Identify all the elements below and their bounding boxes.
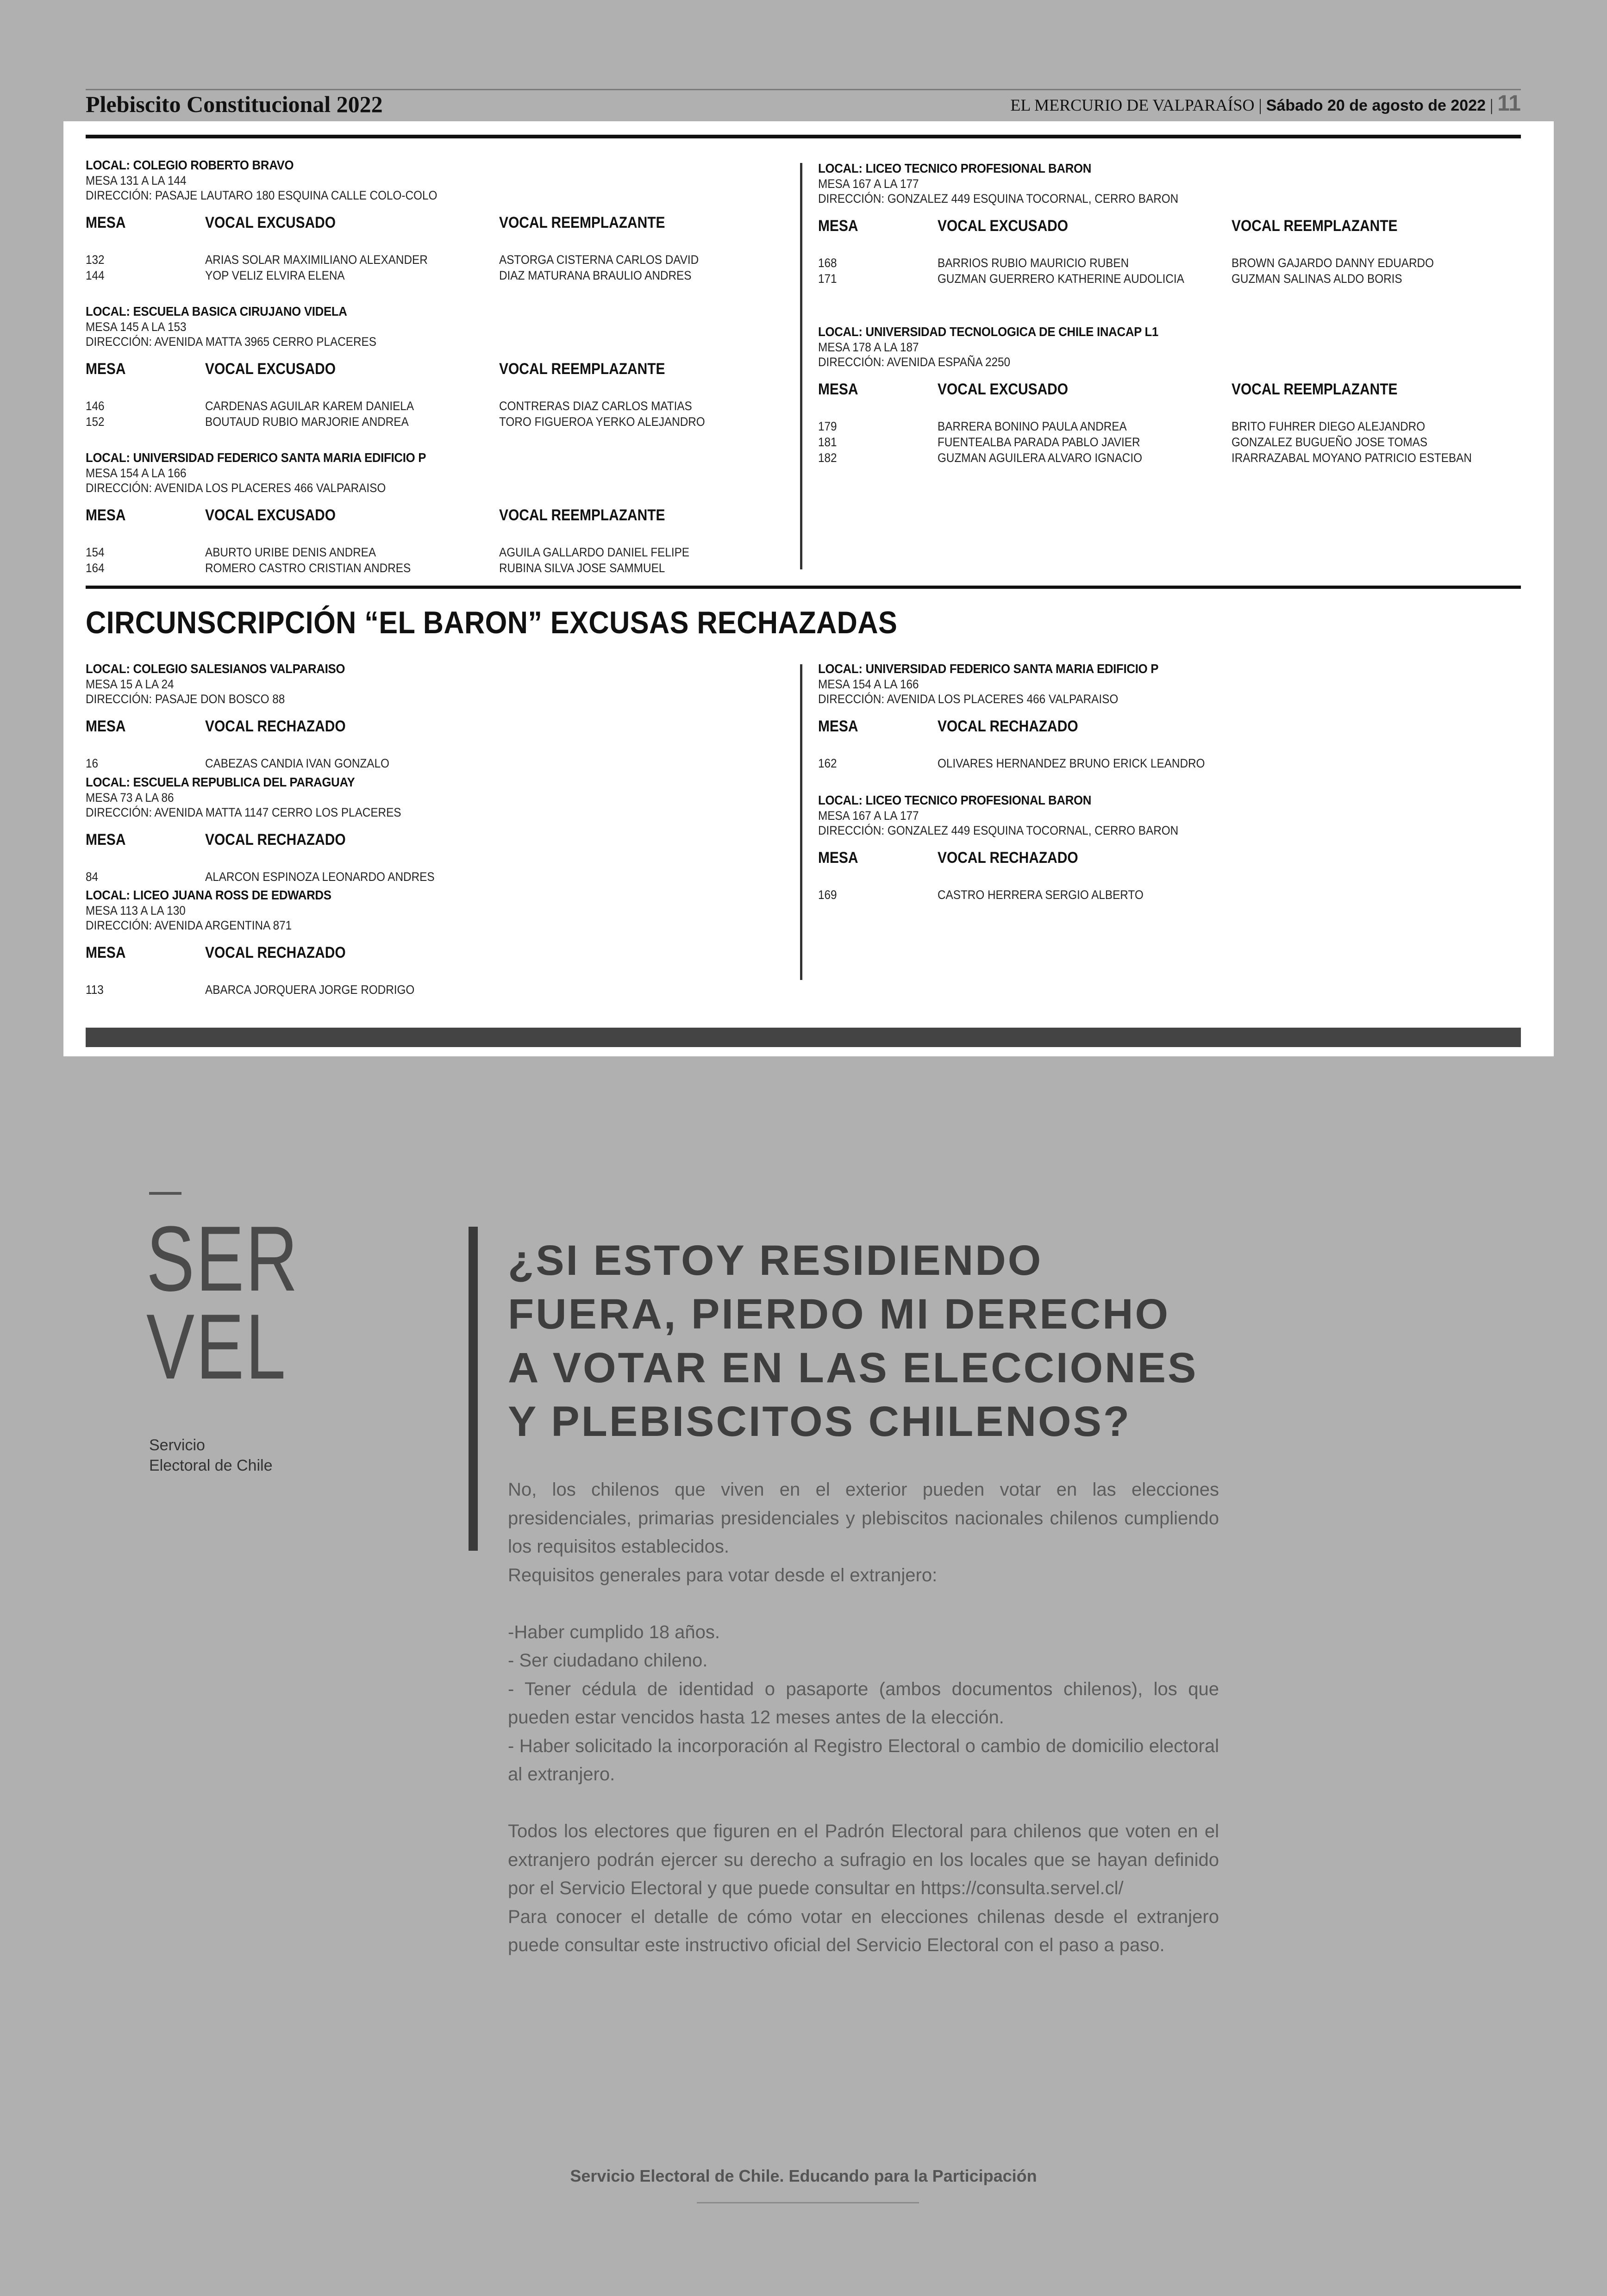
mesa-number: 16 xyxy=(86,756,99,770)
vocal-name: ARIAS SOLAR MAXIMILIANO ALEXANDER xyxy=(205,253,428,267)
answer-paragraph: - Tener cédula de identidad o pasaporte (ambos documentos chilenos), los que pueden estar vencidos hasta 12 meses antes de la elección. xyxy=(508,1678,1219,1728)
address: DIRECCIÓN: AVENIDA ESPAÑA 2250 xyxy=(818,355,1011,369)
table-row xyxy=(86,253,699,268)
vocal-name: ALARCON ESPINOZA LEONARDO ANDRES xyxy=(205,870,435,884)
vocal-name: CARDENAS AGUILAR KAREM DANIELA xyxy=(205,399,414,413)
vocal-list xyxy=(818,756,1205,772)
mesa-range: MESA 167 A LA 177 xyxy=(818,809,919,823)
table-row xyxy=(818,451,1472,467)
logo-subtitle-2: Electoral de Chile xyxy=(149,1457,273,1474)
table-row xyxy=(86,399,692,415)
column-header: VOCAL REEMPLAZANTE xyxy=(499,214,665,231)
column-header: VOCAL REEMPLAZANTE xyxy=(499,506,665,524)
mesa-number: 146 xyxy=(86,399,105,413)
answer-paragraph xyxy=(508,1590,1219,1618)
bottom-bar xyxy=(86,1028,1521,1047)
table-row xyxy=(86,983,415,998)
column-header: VOCAL RECHAZADO xyxy=(205,944,346,961)
column-header: MESA xyxy=(818,849,858,867)
rejected-section-title: CIRCUNSCRIPCIÓN “EL BARON” EXCUSAS RECHAZADAS xyxy=(86,605,898,640)
mesa-number: 182 xyxy=(818,451,837,465)
polling-place xyxy=(818,324,1472,467)
vocal-name: FUENTEALBA PARADA PABLO JAVIER xyxy=(938,435,1140,449)
section-title: Plebiscito Constitucional 2022 xyxy=(86,91,383,117)
address: DIRECCIÓN: AVENIDA LOS PLACERES 466 VALPARAISO xyxy=(86,481,386,495)
column-header: VOCAL RECHAZADO xyxy=(938,849,1078,867)
footer-slogan: Servicio Electoral de Chile. Educando para la Participación xyxy=(570,2166,1037,2185)
mesa-range: MESA 154 A LA 166 xyxy=(86,466,187,480)
column-headers xyxy=(86,360,665,384)
question-accent-bar xyxy=(469,1227,478,1551)
question-title xyxy=(508,1234,1295,1448)
vocal-name: ABURTO URIBE DENIS ANDREA xyxy=(205,545,376,559)
mesa-range: MESA 145 A LA 153 xyxy=(86,320,187,334)
answer-paragraph xyxy=(508,1789,1219,1818)
table-row xyxy=(86,561,665,577)
polling-place xyxy=(818,792,1219,904)
mesa-range: MESA 15 A LA 24 xyxy=(86,677,174,691)
mesa-number: 179 xyxy=(818,419,837,433)
address: DIRECCIÓN: GONZALEZ 449 ESQUINA TOCORNAL, CERRO BARON xyxy=(818,192,1179,206)
vocal-name: IRARRAZABAL MOYANO PATRICIO ESTEBAN xyxy=(1232,451,1472,465)
table-row xyxy=(818,756,1205,772)
vocal-list xyxy=(86,253,699,284)
local-name: LOCAL: LICEO TECNICO PROFESIONAL BARON xyxy=(818,161,1092,175)
vocal-name: GUZMAN GUERRERO KATHERINE AUDOLICIA xyxy=(938,272,1184,286)
column-header: MESA xyxy=(818,718,858,735)
answer-paragraph: - Haber solicitado la incorporación al Registro Electoral o cambio de domicilio electoral al extranjero. xyxy=(508,1735,1219,1784)
table-row xyxy=(86,545,690,561)
polling-place xyxy=(86,304,705,430)
vocal-list xyxy=(818,256,1434,287)
column-header: VOCAL RECHAZADO xyxy=(205,718,346,735)
answer-body xyxy=(508,1476,1219,1960)
header-rule xyxy=(86,89,1521,90)
answer-paragraph: - Ser ciudadano chileno. xyxy=(508,1650,708,1671)
column-divider xyxy=(800,664,802,980)
vocal-name: RUBINA SILVA JOSE SAMMUEL xyxy=(499,561,665,575)
local-name: LOCAL: COLEGIO SALESIANOS VALPARAISO xyxy=(86,661,345,676)
vocal-name: GUZMAN AGUILERA ALVARO IGNACIO xyxy=(938,451,1143,465)
question-line: Y PLEBISCITOS CHILENOS? xyxy=(508,1398,1132,1445)
column-header: VOCAL RECHAZADO xyxy=(938,718,1078,735)
polling-place xyxy=(86,661,389,772)
local-name: LOCAL: LICEO TECNICO PROFESIONAL BARON xyxy=(818,793,1092,807)
local-name: LOCAL: ESCUELA REPUBLICA DEL PARAGUAY xyxy=(86,775,355,789)
column-header: VOCAL EXCUSADO xyxy=(938,381,1069,398)
answer-paragraph: Para conocer el detalle de cómo votar en elecciones chilenas desde el extranjero puede consultar este instructivo oficial del Servicio Electoral con el paso a paso. xyxy=(508,1906,1219,1955)
vocal-name: ABARCA JORQUERA JORGE RODRIGO xyxy=(205,983,415,997)
vocal-name: DIAZ MATURANA BRAULIO ANDRES xyxy=(499,268,692,282)
polling-place xyxy=(86,157,699,284)
table-row xyxy=(818,888,1219,904)
vocal-name: ASTORGA CISTERNA CARLOS DAVID xyxy=(499,253,699,267)
table-row xyxy=(818,435,1428,451)
vocal-list xyxy=(818,888,1219,904)
column-headers xyxy=(86,506,665,530)
mesa-number: 154 xyxy=(86,545,105,559)
vocal-name: CONTRERAS DIAZ CARLOS MATIAS xyxy=(499,399,692,413)
address: DIRECCIÓN: PASAJE LAUTARO 180 ESQUINA CALLE COLO-COLO xyxy=(86,188,438,202)
footer-underline xyxy=(697,2202,919,2203)
address: DIRECCIÓN: GONZALEZ 449 ESQUINA TOCORNAL, CERRO BARON xyxy=(818,824,1179,837)
polling-place xyxy=(818,161,1434,287)
page-number: 11 xyxy=(1497,91,1521,116)
column-header: VOCAL RECHAZADO xyxy=(205,831,346,849)
column-header: MESA xyxy=(86,506,126,524)
address: DIRECCIÓN: AVENIDA MATTA 1147 CERRO LOS PLACERES xyxy=(86,805,401,819)
section-rule xyxy=(86,586,1521,589)
vocal-name: CASTRO HERRERA SERGIO ALBERTO xyxy=(938,888,1144,902)
table-row xyxy=(86,756,389,772)
table-row xyxy=(818,256,1434,272)
mesa-number: 113 xyxy=(86,983,104,997)
header-meta xyxy=(1010,91,1521,116)
column-header: VOCAL EXCUSADO xyxy=(205,214,336,231)
question-line: A VOTAR EN LAS ELECCIONES xyxy=(508,1344,1198,1391)
polling-place xyxy=(818,661,1205,772)
address: DIRECCIÓN: PASAJE DON BOSCO 88 xyxy=(86,692,285,706)
table-row xyxy=(86,870,436,886)
vocal-list xyxy=(818,419,1472,467)
column-header: MESA xyxy=(86,214,126,231)
polling-place xyxy=(86,774,436,886)
mesa-number: 132 xyxy=(86,253,105,267)
column-header: VOCAL REEMPLAZANTE xyxy=(1232,381,1398,398)
top-rule xyxy=(86,135,1521,138)
vocal-name: BARRIOS RUBIO MAURICIO RUBEN xyxy=(938,256,1129,270)
vocal-name: GONZALEZ BUGUEÑO JOSE TOMAS xyxy=(1232,435,1428,449)
question-line: FUERA, PIERDO MI DERECHO xyxy=(508,1291,1170,1338)
vocal-name: BROWN GAJARDO DANNY EDUARDO xyxy=(1232,256,1434,270)
polling-place xyxy=(86,887,415,998)
vocal-list xyxy=(86,399,705,430)
mesa-number: 169 xyxy=(818,888,837,902)
column-headers xyxy=(86,831,436,855)
vocal-name: BARRERA BONINO PAULA ANDREA xyxy=(938,419,1127,433)
vocal-name: YOP VELIZ ELVIRA ELENA xyxy=(205,268,345,282)
column-header: MESA xyxy=(86,718,126,735)
table-row xyxy=(818,272,1402,287)
column-headers xyxy=(86,214,665,238)
mesa-number: 144 xyxy=(86,268,105,282)
mesa-range: MESA 73 A LA 86 xyxy=(86,791,174,805)
mesa-number: 168 xyxy=(818,256,837,270)
mesa-number: 152 xyxy=(86,415,105,429)
column-header: VOCAL EXCUSADO xyxy=(205,506,336,524)
table-row xyxy=(818,419,1426,435)
answer-paragraph: Todos los electores que figuren en el Padrón Electoral para chilenos que voten en el extranjero podrán ejercer su derecho a sufragio en los locales que se hayan definido por el Servicio Electoral y que puede consultar en https://consulta.servel.cl/ xyxy=(508,1821,1219,1898)
vocal-name: BRITO FUHRER DIEGO ALEJANDRO xyxy=(1232,419,1426,433)
local-name: LOCAL: UNIVERSIDAD FEDERICO SANTA MARIA EDIFICIO P xyxy=(818,661,1159,676)
mesa-number: 181 xyxy=(818,435,837,449)
column-header: VOCAL EXCUSADO xyxy=(938,217,1069,235)
local-name: LOCAL: UNIVERSIDAD TECNOLOGICA DE CHILE INACAP L1 xyxy=(818,324,1158,339)
local-name: LOCAL: LICEO JUANA ROSS DE EDWARDS xyxy=(86,888,331,902)
column-headers xyxy=(818,849,1219,873)
local-name: LOCAL: ESCUELA BASICA CIRUJANO VIDELA xyxy=(86,304,347,318)
vocal-name: BOUTAUD RUBIO MARJORIE ANDREA xyxy=(205,415,409,429)
local-name: LOCAL: COLEGIO ROBERTO BRAVO xyxy=(86,158,294,172)
column-headers xyxy=(818,718,1188,742)
vocal-list xyxy=(86,756,389,772)
column-divider xyxy=(800,163,802,569)
column-header: VOCAL REEMPLAZANTE xyxy=(499,360,665,378)
question-line: ¿SI ESTOY RESIDIENDO xyxy=(508,1237,1043,1284)
mesa-number: 171 xyxy=(818,272,837,286)
vocal-name: ROMERO CASTRO CRISTIAN ANDRES xyxy=(205,561,411,575)
address: DIRECCIÓN: AVENIDA MATTA 3965 CERRO PLACERES xyxy=(86,335,376,349)
column-header: VOCAL EXCUSADO xyxy=(205,360,336,378)
local-name: LOCAL: UNIVERSIDAD FEDERICO SANTA MARIA EDIFICIO P xyxy=(86,450,426,465)
answer-paragraph: No, los chilenos que viven en el exterior pueden votar en las elecciones presidenciales, primarias presidenciales y plebiscitos nacionales chilenos cumpliendo los requisitos establecidos. xyxy=(508,1479,1219,1557)
column-header: VOCAL REEMPLAZANTE xyxy=(1232,217,1398,235)
column-header: MESA xyxy=(818,217,858,235)
column-headers xyxy=(818,217,1398,241)
issue-date: Sábado 20 de agosto de 2022 xyxy=(1266,97,1486,114)
vocal-name: OLIVARES HERNANDEZ BRUNO ERICK LEANDRO xyxy=(938,756,1205,770)
column-header: MESA xyxy=(86,360,126,378)
polling-place xyxy=(86,450,690,577)
table-row xyxy=(86,268,692,284)
separator: | xyxy=(1258,96,1266,114)
address: DIRECCIÓN: AVENIDA LOS PLACERES 466 VALPARAISO xyxy=(818,692,1119,706)
servel-logo-line1: SER xyxy=(146,1207,300,1310)
vocal-name: CABEZAS CANDIA IVAN GONZALO xyxy=(205,756,389,770)
answer-paragraph: Requisitos generales para votar desde el extranjero: xyxy=(508,1565,938,1585)
column-header: MESA xyxy=(86,944,126,961)
mesa-number: 84 xyxy=(86,870,99,884)
separator: | xyxy=(1490,96,1498,114)
vocal-name: AGUILA GALLARDO DANIEL FELIPE xyxy=(499,545,690,559)
vocal-list xyxy=(86,983,415,998)
mesa-number: 162 xyxy=(818,756,837,770)
mesa-range: MESA 131 A LA 144 xyxy=(86,174,187,187)
servel-logo-line2: VEL xyxy=(146,1295,288,1398)
vocal-name: TORO FIGUEROA YERKO ALEJANDRO xyxy=(499,415,705,429)
answer-paragraph: -Haber cumplido 18 años. xyxy=(508,1622,720,1642)
column-headers xyxy=(86,718,368,742)
address: DIRECCIÓN: AVENIDA ARGENTINA 871 xyxy=(86,918,292,932)
newspaper-name: EL MERCURIO DE VALPARAÍSO xyxy=(1010,96,1255,114)
column-headers xyxy=(86,944,353,968)
vocal-name: GUZMAN SALINAS ALDO BORIS xyxy=(1232,272,1402,286)
logo-accent-bar xyxy=(149,1192,181,1195)
column-header: MESA xyxy=(86,831,126,849)
mesa-number: 164 xyxy=(86,561,105,575)
column-headers xyxy=(818,381,1398,405)
mesa-range: MESA 167 A LA 177 xyxy=(818,177,919,191)
vocal-list xyxy=(86,545,690,577)
table-row xyxy=(86,415,705,430)
mesa-range: MESA 113 A LA 130 xyxy=(86,904,186,917)
vocal-list xyxy=(86,870,436,886)
column-header: MESA xyxy=(818,381,858,398)
logo-subtitle-1: Servicio xyxy=(149,1436,205,1454)
mesa-range: MESA 154 A LA 166 xyxy=(818,677,919,691)
mesa-range: MESA 178 A LA 187 xyxy=(818,340,919,354)
